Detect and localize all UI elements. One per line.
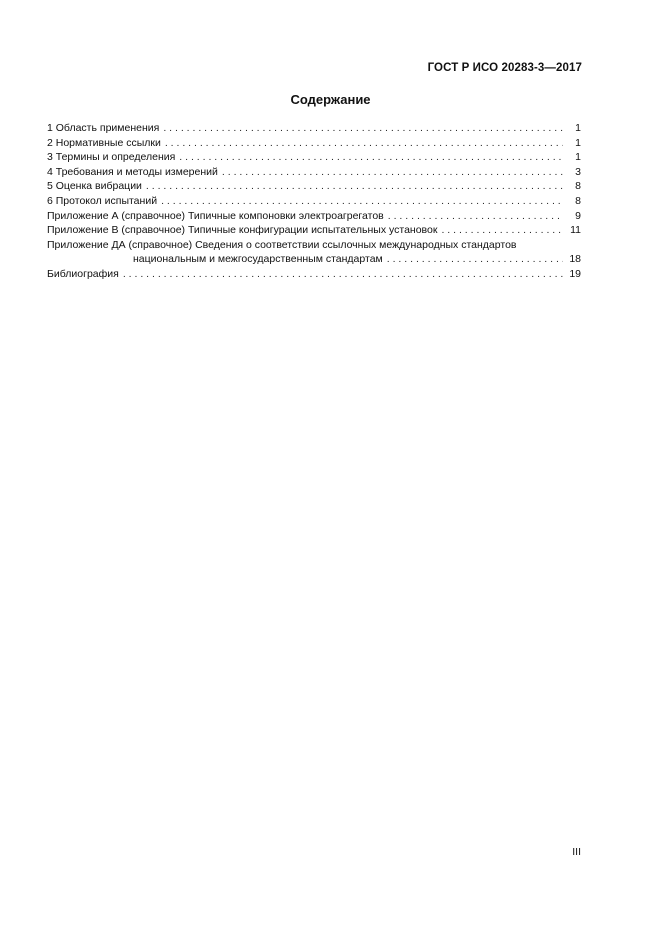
toc-entry-normative-references[interactable] — [47, 136, 583, 151]
toc-entry-page: 18 — [569, 253, 581, 266]
toc-entry-page: 1 — [575, 136, 581, 149]
toc-leader-dots — [163, 121, 563, 136]
toc-entry-annex-da[interactable] — [47, 238, 583, 253]
toc-entry-label: Библиография — [47, 267, 119, 280]
toc-entry-test-report[interactable] — [47, 194, 583, 209]
toc-entry-terms[interactable] — [47, 150, 583, 165]
toc-entry-scope[interactable] — [47, 121, 583, 136]
toc-entry-bibliography[interactable] — [47, 267, 583, 282]
toc-entry-label: 4 Требования и методы измерений — [47, 165, 218, 178]
toc-entry-annex-b[interactable] — [47, 223, 583, 238]
toc-entry-label: 2 Нормативные ссылки — [47, 136, 161, 149]
table-of-contents — [47, 121, 583, 282]
toc-leader-dots — [179, 150, 563, 165]
toc-entry-vibration-evaluation[interactable] — [47, 179, 583, 194]
toc-entry-page: 9 — [575, 209, 581, 222]
page-title: Содержание — [290, 92, 371, 107]
toc-entry-page: 19 — [569, 267, 581, 280]
toc-leader-dots — [387, 252, 563, 267]
toc-entry-annex-a[interactable] — [47, 209, 583, 224]
toc-entry-page: 1 — [575, 122, 581, 134]
toc-entry-page: 8 — [575, 194, 581, 207]
page-number: III — [572, 846, 581, 858]
toc-leader-dots — [441, 223, 563, 238]
toc-leader-dots — [161, 194, 563, 209]
toc-entry-label: 6 Протокол испытаний — [47, 194, 158, 207]
toc-entry-annex-da-continuation[interactable] — [47, 252, 583, 267]
toc-leader-dots — [123, 267, 563, 282]
toc-leader-dots — [165, 136, 563, 151]
toc-leader-dots — [388, 209, 563, 224]
toc-entry-label: 1 Область применения — [47, 122, 160, 134]
toc-entry-page: 3 — [575, 165, 581, 178]
toc-entry-label: 5 Оценка вибрации — [47, 180, 142, 193]
toc-entry-label: Приложение В (справочное) Типичные конфигурации испытательных установок — [47, 224, 438, 237]
toc-leader-dots — [222, 165, 563, 180]
toc-leader-dots — [146, 179, 563, 194]
toc-entry-page: 11 — [570, 224, 581, 237]
toc-entry-page: 1 — [575, 151, 581, 164]
document-header-id: ГОСТ Р ИСО 20283-3—2017 — [427, 62, 582, 74]
toc-entry-label-continuation: национальным и межгосударственным стандартам — [133, 253, 383, 266]
toc-entry-label: 3 Термины и определения — [47, 151, 176, 164]
toc-entry-requirements[interactable] — [47, 165, 583, 180]
toc-entry-page: 8 — [575, 180, 581, 193]
toc-entry-label: Приложение А (справочное) Типичные компоновки электроагрегатов — [47, 209, 384, 222]
toc-entry-label: Приложение ДА (справочное) Сведения о соответствии ссылочных международных стандартов — [47, 238, 517, 251]
